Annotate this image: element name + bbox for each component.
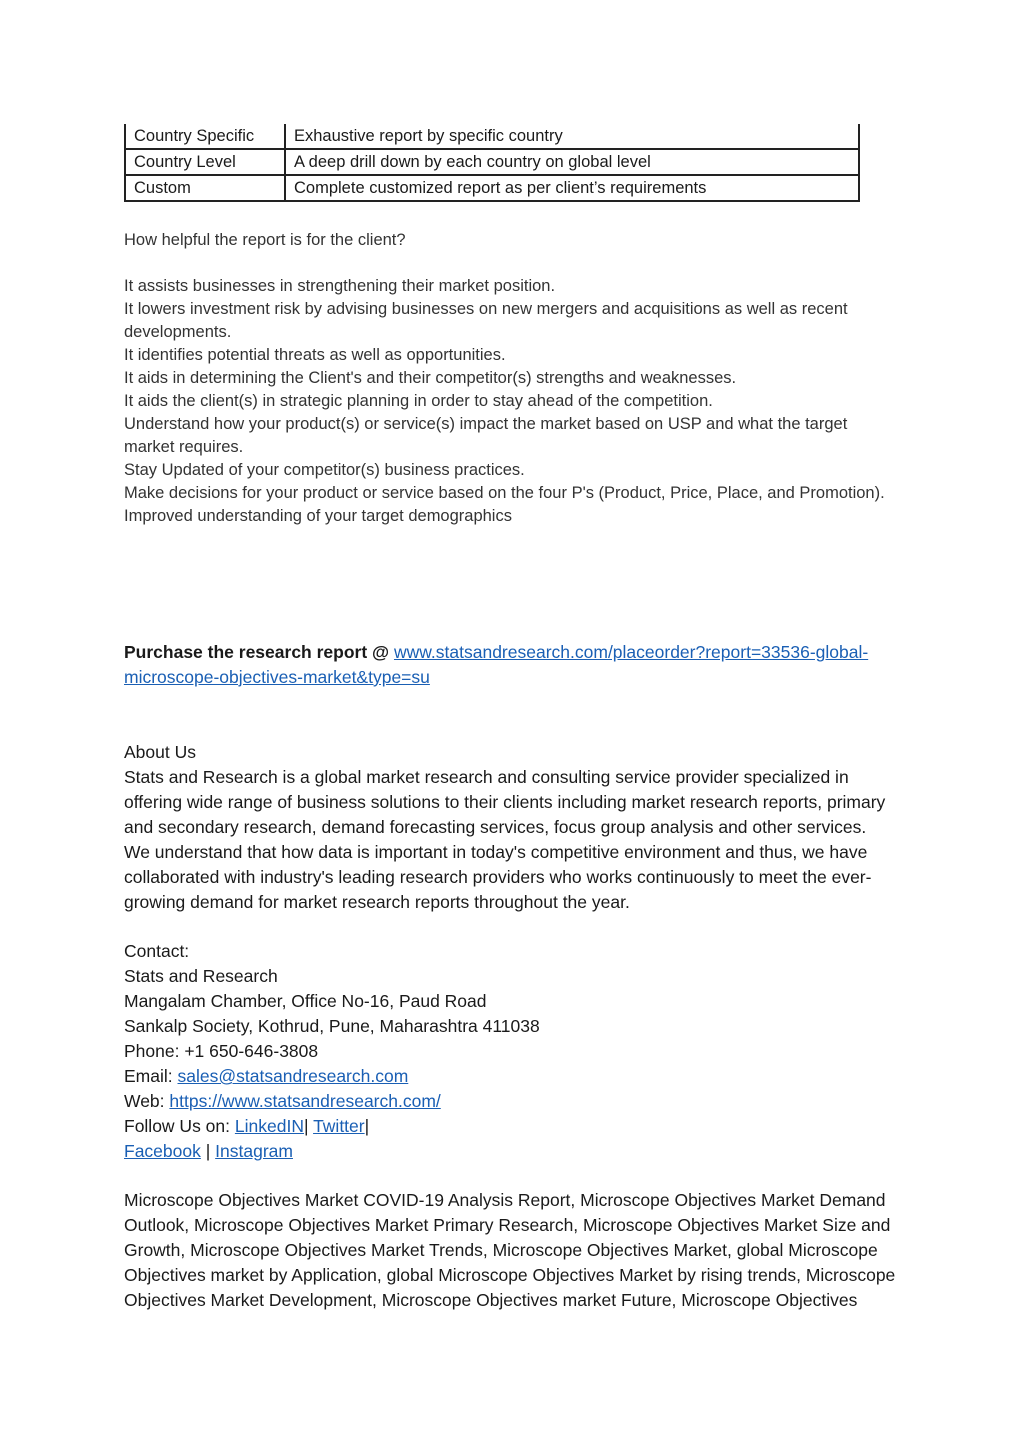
list-item: It assists businesses in strengthening their market position. xyxy=(124,277,556,295)
social-line xyxy=(124,1139,896,1164)
about-heading: About Us xyxy=(124,742,196,762)
list-item: Improved understanding of your target demographics xyxy=(124,507,512,525)
report-description-cell: Complete customized report as per client’s requirements xyxy=(285,175,859,201)
contact-address-line2: Sankalp Society, Kothrud, Pune, Maharashtra 411038 xyxy=(124,1016,540,1036)
list-item: It identifies potential threats as well as opportunities. xyxy=(124,346,506,364)
helpful-heading: How helpful the report is for the client? xyxy=(124,231,406,249)
report-type-cell: Country Specific xyxy=(125,124,285,149)
report-description-cell: Exhaustive report by specific country xyxy=(285,124,859,149)
contact-company: Stats and Research xyxy=(124,966,278,986)
list-item: It aids in determining the Client's and their competitor(s) strengths and weaknesses. xyxy=(124,369,737,387)
contact-address-line1: Mangalam Chamber, Office No-16, Paud Road xyxy=(124,991,487,1011)
purchase-paragraph xyxy=(124,640,896,690)
instagram-link[interactable]: Instagram xyxy=(215,1141,293,1161)
table-row xyxy=(125,124,859,149)
list-item: It lowers investment risk by advising businesses on new mergers and acquisitions as well as recent developments. xyxy=(124,300,848,341)
facebook-link[interactable]: Facebook xyxy=(124,1141,201,1161)
table-row xyxy=(125,175,859,201)
contact-heading: Contact: xyxy=(124,941,190,961)
keywords-paragraph: Microscope Objectives Market COVID-19 Analysis Report, Microscope Objectives Market Demand Outlook, Microscope Objectives Market Primary Research, Microscope Objectives Market Size and Growth, Microscope Objectives Market Trends, Microscope Objectives Market, global Microscope Objectives market by Application, global Microscope Objectives Market by rising trends, Microscope Objectives Market Development, Microscope Objectives market Future, Microscope Objectives xyxy=(124,1190,896,1310)
list-item: Understand how your product(s) or service(s) impact the market based on USP and what the target market requires. xyxy=(124,415,848,456)
helpful-heading-block xyxy=(124,229,894,252)
list-item: It aids the client(s) in strategic planning in order to stay ahead of the competition. xyxy=(124,392,713,410)
table-row xyxy=(125,149,859,175)
twitter-link[interactable]: Twitter xyxy=(313,1116,365,1136)
report-types-table xyxy=(124,124,860,202)
report-description-cell: A deep drill down by each country on global level xyxy=(285,149,859,175)
email-label: Email: xyxy=(124,1066,173,1086)
keywords-section xyxy=(124,1188,896,1313)
web-label: Web: xyxy=(124,1091,165,1111)
separator: | xyxy=(303,1116,309,1136)
web-link[interactable]: https://www.statsandresearch.com/ xyxy=(169,1091,441,1111)
helpful-list xyxy=(124,275,894,528)
email-link[interactable]: sales@statsandresearch.com xyxy=(177,1066,409,1086)
about-body: Stats and Research is a global market research and consulting service provider specialized in offering wide range of business solutions to their clients including market research reports, primary and secondary research, demand forecasting services, focus group analysis and other services. We understand that how data is important in today's competitive environment and thus, we have collaborated with industry's leading research providers who works continuously to meet the ever-growing demand for market research reports throughout the year. xyxy=(124,767,886,912)
about-section xyxy=(124,740,896,915)
contact-phone: Phone: +1 650-646-3808 xyxy=(124,1041,319,1061)
contact-section xyxy=(124,939,896,1164)
linkedin-link[interactable]: LinkedIN xyxy=(234,1116,304,1136)
separator: | xyxy=(364,1116,370,1136)
list-item: Make decisions for your product or service based on the four P's (Product, Price, Place, and Promotion). xyxy=(124,484,885,502)
purchase-section xyxy=(124,640,896,690)
report-type-cell: Country Level xyxy=(125,149,285,175)
report-type-cell: Custom xyxy=(125,175,285,201)
contact-web-line xyxy=(124,1089,896,1114)
follow-line xyxy=(124,1114,896,1139)
list-item: Stay Updated of your competitor(s) business practices. xyxy=(124,461,525,479)
separator: | xyxy=(205,1141,211,1161)
follow-label: Follow Us on: xyxy=(124,1116,231,1136)
purchase-label: Purchase the research report @ xyxy=(124,642,390,662)
purchase-link[interactable]: www.statsandresearch.com/placeorder?report=33536-global-microscope-objectives-market&type=su xyxy=(124,642,869,687)
contact-email-line xyxy=(124,1064,896,1089)
